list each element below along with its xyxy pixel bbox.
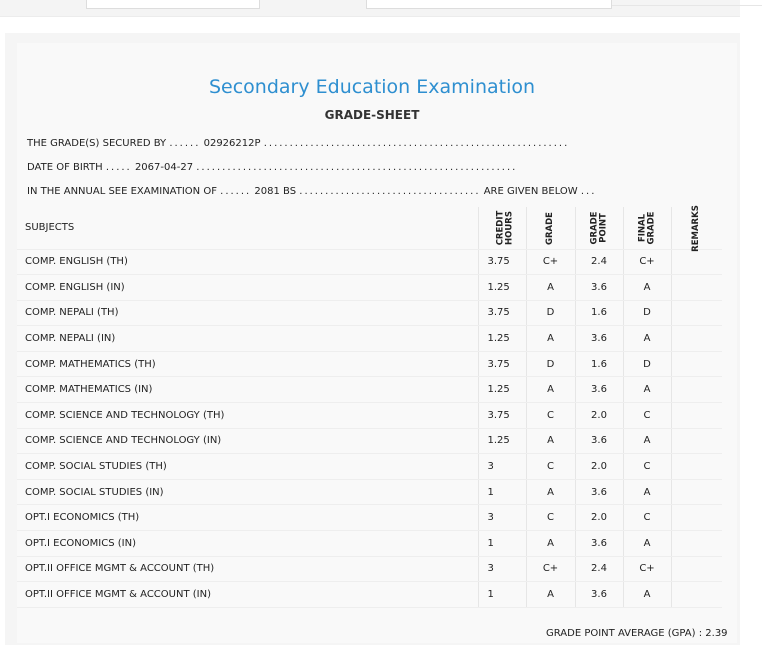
grade-point: 2.4 xyxy=(575,249,623,275)
grade-point: 3.6 xyxy=(575,326,623,352)
credit-hours: 1 xyxy=(478,479,526,505)
exam-year: 2081 BS xyxy=(254,186,297,197)
grade: C+ xyxy=(526,556,575,582)
grade-point: 3.6 xyxy=(575,531,623,557)
final-grade: A xyxy=(623,275,671,301)
grade-point: 2.0 xyxy=(575,403,623,429)
final-grade: D xyxy=(623,351,671,377)
top-input-left[interactable] xyxy=(86,0,260,9)
grade-point: 3.6 xyxy=(575,428,623,454)
grade-point: 1.6 xyxy=(575,300,623,326)
remarks xyxy=(671,377,722,403)
credit-hours: 1.25 xyxy=(478,377,526,403)
header-subjects: SUBJECTS xyxy=(17,207,478,249)
subject-name: OPT.I ECONOMICS (TH) xyxy=(17,505,478,531)
exam-line: IN THE ANNUAL SEE EXAMINATION OF ...... 2081 BS ................................... ARE GIVEN BELOW ... xyxy=(27,186,597,197)
grade: A xyxy=(526,377,575,403)
header-final-grade-label: FINAL GRADE xyxy=(637,211,656,245)
table-row xyxy=(17,403,722,429)
remarks xyxy=(671,326,722,352)
grade-sheet-subtitle: GRADE-SHEET xyxy=(324,108,420,122)
credit-hours: 3.75 xyxy=(478,300,526,326)
dob-value: 2067-04-27 xyxy=(134,162,194,173)
symbol-number: 02926212P xyxy=(203,138,261,149)
grade: C xyxy=(526,505,575,531)
table-row xyxy=(17,531,722,557)
subject-name: COMP. SCIENCE AND TECHNOLOGY (IN) xyxy=(17,428,478,454)
grade: A xyxy=(526,582,575,608)
remarks xyxy=(671,249,722,275)
table-row xyxy=(17,377,722,403)
credit-hours: 3 xyxy=(478,556,526,582)
remarks xyxy=(671,275,722,301)
remarks xyxy=(671,556,722,582)
grades-secured-line: THE GRADE(S) SECURED BY ...... 02926212P ........................................................... xyxy=(27,138,570,149)
result-panel xyxy=(5,33,740,645)
grade: A xyxy=(526,326,575,352)
subject-name: OPT.II OFFICE MGMT & ACCOUNT (TH) xyxy=(17,556,478,582)
table-row xyxy=(17,505,722,531)
remarks xyxy=(671,479,722,505)
final-grade: C+ xyxy=(623,556,671,582)
remarks xyxy=(671,300,722,326)
remarks xyxy=(671,428,722,454)
grade: C xyxy=(526,454,575,480)
table-row xyxy=(17,556,722,582)
grade-point: 2.0 xyxy=(575,505,623,531)
grade: A xyxy=(526,275,575,301)
exam-title: Secondary Education Examination xyxy=(208,76,536,98)
table-row xyxy=(17,582,722,608)
grade: A xyxy=(526,531,575,557)
table-row xyxy=(17,454,722,480)
credit-hours: 3 xyxy=(478,454,526,480)
table-row xyxy=(17,479,722,505)
credit-hours: 1 xyxy=(478,582,526,608)
grade-point: 3.6 xyxy=(575,275,623,301)
grades-secured-label: THE GRADE(S) SECURED BY xyxy=(27,138,167,149)
final-grade: A xyxy=(623,428,671,454)
subject-name: COMP. SOCIAL STUDIES (TH) xyxy=(17,454,478,480)
header-remarks xyxy=(671,205,722,253)
subject-name: COMP. MATHEMATICS (TH) xyxy=(17,351,478,377)
credit-hours: 1.25 xyxy=(478,326,526,352)
header-credit-hours-label: CREDIT HOURS xyxy=(494,210,514,246)
credit-hours: 1 xyxy=(478,531,526,557)
final-grade: C xyxy=(623,403,671,429)
gpa-label: GRADE POINT AVERAGE (GPA) : xyxy=(546,628,703,639)
final-grade: A xyxy=(623,326,671,352)
remarks xyxy=(671,454,722,480)
date-of-birth-line: DATE OF BIRTH ..... 2067-04-27 .............................................................. xyxy=(27,162,518,173)
table-row xyxy=(17,428,722,454)
table-row xyxy=(17,275,722,301)
header-grade-point xyxy=(575,207,623,249)
dob-label: DATE OF BIRTH xyxy=(27,162,103,173)
credit-hours: 1.25 xyxy=(478,428,526,454)
header-grade-point-label: GRADE POINT xyxy=(589,211,608,245)
grades-table xyxy=(17,207,722,608)
grade-point: 3.6 xyxy=(575,377,623,403)
credit-hours: 3.75 xyxy=(478,351,526,377)
top-divider xyxy=(612,5,762,6)
credit-hours: 3.75 xyxy=(478,403,526,429)
subject-name: OPT.II OFFICE MGMT & ACCOUNT (IN) xyxy=(17,582,478,608)
subject-name: COMP. SOCIAL STUDIES (IN) xyxy=(17,479,478,505)
table-row xyxy=(17,326,722,352)
subject-name: COMP. SCIENCE AND TECHNOLOGY (TH) xyxy=(17,403,478,429)
subject-name: COMP. NEPALI (IN) xyxy=(17,326,478,352)
final-grade: C xyxy=(623,454,671,480)
header-grade-label: GRADE xyxy=(545,212,555,246)
remarks xyxy=(671,351,722,377)
subject-name: COMP. MATHEMATICS (IN) xyxy=(17,377,478,403)
gpa-summary xyxy=(546,628,728,639)
grade-point: 1.6 xyxy=(575,351,623,377)
remarks xyxy=(671,505,722,531)
credit-hours: 1.25 xyxy=(478,275,526,301)
grade-sheet-card xyxy=(17,43,737,643)
grade-point: 3.6 xyxy=(575,582,623,608)
grade-point: 2.4 xyxy=(575,556,623,582)
final-grade: A xyxy=(623,582,671,608)
credit-hours: 3 xyxy=(478,505,526,531)
given-below-text: ARE GIVEN BELOW xyxy=(483,186,578,197)
grade: A xyxy=(526,428,575,454)
header-remarks-label: REMARKS xyxy=(691,205,702,253)
header-grade xyxy=(526,207,575,249)
grade: C xyxy=(526,403,575,429)
exam-label: IN THE ANNUAL SEE EXAMINATION OF xyxy=(27,186,217,197)
table-row xyxy=(17,249,722,275)
final-grade: D xyxy=(623,300,671,326)
grade: C+ xyxy=(526,249,575,275)
header-final-grade xyxy=(623,207,671,249)
final-grade: C+ xyxy=(623,249,671,275)
grade: A xyxy=(526,479,575,505)
grade: D xyxy=(526,300,575,326)
header-credit-hours xyxy=(478,207,526,249)
remarks xyxy=(671,403,722,429)
subject-name: OPT.I ECONOMICS (IN) xyxy=(17,531,478,557)
table-row xyxy=(17,351,722,377)
subject-name: COMP. ENGLISH (TH) xyxy=(17,249,478,275)
grade: D xyxy=(526,351,575,377)
table-header-row xyxy=(17,207,722,249)
final-grade: A xyxy=(623,479,671,505)
remarks xyxy=(671,531,722,557)
subject-name: COMP. NEPALI (TH) xyxy=(17,300,478,326)
final-grade: A xyxy=(623,531,671,557)
subject-name: COMP. ENGLISH (IN) xyxy=(17,275,478,301)
final-grade: C xyxy=(623,505,671,531)
gpa-value: 2.39 xyxy=(705,628,728,639)
grade-point: 2.0 xyxy=(575,454,623,480)
grade-point: 3.6 xyxy=(575,479,623,505)
table-row xyxy=(17,300,722,326)
final-grade: A xyxy=(623,377,671,403)
remarks xyxy=(671,582,722,608)
top-input-right[interactable] xyxy=(366,0,612,9)
credit-hours: 3.75 xyxy=(478,249,526,275)
